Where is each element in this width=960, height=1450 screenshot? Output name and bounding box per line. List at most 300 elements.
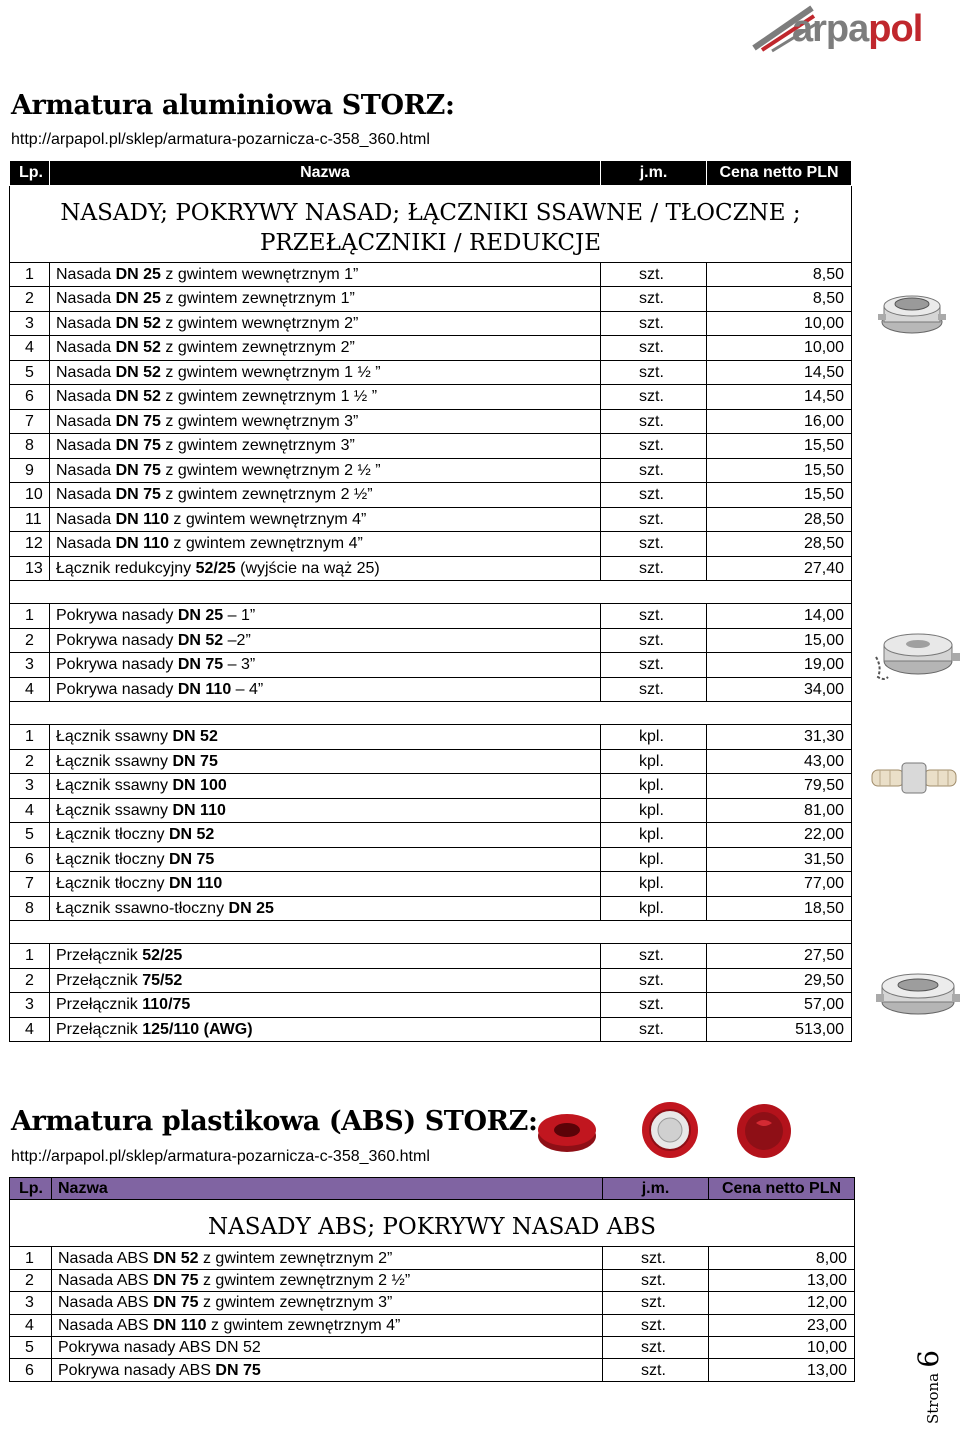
row-name-text: Nasada ABS: [58, 1294, 154, 1312]
row-name-text: Łącznik tłoczny: [56, 850, 169, 868]
row-name-bold: DN 75: [115, 486, 161, 504]
row-name: [50, 749, 601, 774]
row-name: [50, 1017, 601, 1042]
row-price: 18,50: [707, 896, 852, 921]
row-price: 31,50: [707, 847, 852, 872]
row-name-text: Nasada: [56, 290, 116, 308]
row-name-text: Przełącznik: [56, 996, 143, 1014]
row-name-text: Łącznik ssawny: [56, 777, 173, 795]
row-name-text: Łącznik ssawno-tłoczny: [56, 899, 229, 917]
row-name: [50, 262, 601, 287]
row-name: [50, 653, 601, 678]
row-name: [50, 458, 601, 483]
row-name-bold: DN 25: [115, 290, 161, 308]
row-lp: 4: [10, 336, 50, 361]
row-name-text: Nasada ABS: [58, 1316, 154, 1334]
table-row: [10, 434, 852, 459]
row-price: 19,00: [707, 653, 852, 678]
row-name: [52, 1314, 603, 1336]
row-name-bold: DN 110: [115, 535, 169, 553]
row-name-suffix: z gwintem zewnętrznym 3”: [160, 437, 355, 455]
row-lp: 7: [10, 872, 50, 897]
header-lp: Lp.: [10, 161, 50, 186]
table-row: [10, 725, 852, 750]
row-name: [50, 872, 601, 897]
abs-nasada-front-photo-icon: [640, 1100, 700, 1160]
row-lp: 13: [10, 556, 50, 581]
row-name-text: Pokrywa nasady: [56, 680, 178, 698]
spacer-row: [10, 581, 852, 604]
row-price: 15,50: [707, 458, 852, 483]
row-name-suffix: z gwintem zewnętrznym 2”: [198, 1249, 393, 1267]
row-price: 23,00: [709, 1314, 855, 1336]
table-row: [10, 1292, 855, 1314]
header-unit: j.m.: [603, 1178, 709, 1200]
price-table-abs: [9, 1177, 855, 1382]
row-unit: szt.: [601, 385, 707, 410]
row-name-suffix: z gwintem wewnętrznym 2”: [160, 314, 359, 332]
table-row: [10, 944, 852, 969]
row-unit: szt.: [601, 507, 707, 532]
header-price: Cena netto PLN: [707, 161, 852, 186]
row-lp: 6: [10, 385, 50, 410]
spacer-cell: [10, 921, 852, 944]
table-row: [10, 360, 852, 385]
row-name-text: Pokrywa nasady ABS DN 52: [58, 1339, 261, 1357]
row-name: [50, 993, 601, 1018]
row-name-bold: DN 100: [172, 777, 227, 795]
row-name-bold: DN 52: [115, 339, 161, 357]
row-lp: 1: [10, 725, 50, 750]
row-unit: szt.: [601, 677, 707, 702]
row-price: 34,00: [707, 677, 852, 702]
row-price: 8,00: [709, 1247, 855, 1269]
row-name-bold: DN 75: [153, 1294, 199, 1312]
row-name-text: Łącznik ssawny: [56, 801, 173, 819]
row-name-bold: 125/110 (AWG): [142, 1020, 253, 1038]
row-unit: szt.: [601, 458, 707, 483]
row-price: 13,00: [709, 1359, 855, 1381]
group-title: NASADY ABS; POKRYWY NASAD ABS: [10, 1200, 855, 1247]
row-name-bold: DN 52: [115, 363, 161, 381]
row-name: [50, 798, 601, 823]
row-name: [52, 1336, 603, 1358]
row-price: 57,00: [707, 993, 852, 1018]
table-row: [10, 798, 852, 823]
row-lp: 2: [10, 1269, 52, 1291]
section-title-abs: Armatura plastikowa (ABS) STORZ:: [11, 1106, 538, 1137]
row-name: [50, 628, 601, 653]
row-lp: 5: [10, 823, 50, 848]
page-number: Strona 6: [912, 1349, 945, 1424]
row-name-bold: DN 25: [115, 265, 161, 283]
row-name-bold: DN 25: [228, 899, 274, 917]
row-unit: szt.: [603, 1336, 709, 1358]
row-price: 77,00: [707, 872, 852, 897]
table-row: [10, 677, 852, 702]
table-row: [10, 262, 852, 287]
row-name-text: Przełącznik: [56, 947, 143, 965]
row-name-text: Łącznik ssawny: [56, 752, 173, 770]
table-row: [10, 1269, 855, 1291]
row-unit: szt.: [601, 311, 707, 336]
row-name-text: Nasada: [56, 339, 116, 357]
row-name: [50, 385, 601, 410]
row-unit: szt.: [601, 653, 707, 678]
header-unit: j.m.: [601, 161, 707, 186]
row-name: [50, 725, 601, 750]
row-lp: 4: [10, 1017, 50, 1042]
row-lp: 9: [10, 458, 50, 483]
table-row: [10, 532, 852, 557]
row-name-suffix: z gwintem wewnętrznym 2 ½ ”: [160, 461, 381, 479]
row-name-bold: DN 52: [153, 1249, 199, 1267]
row-price: 15,50: [707, 483, 852, 508]
row-name-bold: 52/25: [142, 947, 183, 965]
row-price: 13,00: [709, 1269, 855, 1291]
row-unit: szt.: [603, 1359, 709, 1381]
row-lp: 3: [10, 774, 50, 799]
row-price: 10,00: [709, 1336, 855, 1358]
row-price: 10,00: [707, 311, 852, 336]
row-name-suffix: z gwintem zewnętrznym 1”: [160, 290, 355, 308]
row-price: 15,00: [707, 628, 852, 653]
row-price: 513,00: [707, 1017, 852, 1042]
row-name-text: Łącznik ssawny: [56, 728, 173, 746]
table-row: [10, 336, 852, 361]
row-name: [50, 434, 601, 459]
row-price: 12,00: [709, 1292, 855, 1314]
row-lp: 3: [10, 311, 50, 336]
row-lp: 8: [10, 896, 50, 921]
row-name-bold: DN 25: [177, 607, 224, 625]
row-lp: 4: [10, 798, 50, 823]
pokrywa-photo-icon: [872, 627, 960, 685]
row-unit: szt.: [601, 604, 707, 629]
brand-name: arpapol: [792, 8, 923, 50]
table-row: [10, 458, 852, 483]
table-row: [10, 896, 852, 921]
row-name: [50, 483, 601, 508]
row-unit: szt.: [601, 262, 707, 287]
row-price: 16,00: [707, 409, 852, 434]
row-name-text: Nasada: [56, 388, 116, 406]
row-lp: 3: [10, 1292, 52, 1314]
table-row: [10, 872, 852, 897]
row-name-text: Pokrywa nasady: [56, 656, 178, 674]
row-name-suffix: –2”: [223, 631, 251, 649]
row-unit: szt.: [601, 968, 707, 993]
row-name: [52, 1292, 603, 1314]
row-name: [50, 507, 601, 532]
row-name: [52, 1359, 603, 1381]
abs-pokrywa-photo-icon: [734, 1103, 794, 1159]
row-name-suffix: z gwintem zewnętrznym 1 ½ ”: [160, 388, 378, 406]
table-row: [10, 749, 852, 774]
row-lp: 3: [10, 993, 50, 1018]
table-row: [10, 507, 852, 532]
row-name-text: Łącznik tłoczny: [56, 826, 169, 844]
row-lp: 1: [10, 1247, 52, 1269]
row-price: 27,40: [707, 556, 852, 581]
row-name-suffix: z gwintem zewnętrznym 4”: [168, 535, 363, 553]
table-row: [10, 385, 852, 410]
group-title: NASADY; POKRYWY NASAD; ŁĄCZNIKI SSAWNE / TŁOCZNE ; PRZEŁĄCZNIKI / REDUKCJE: [10, 185, 852, 262]
row-name: [50, 677, 601, 702]
row-unit: szt.: [603, 1269, 709, 1291]
row-unit: szt.: [601, 287, 707, 312]
table-header: [10, 161, 852, 186]
price-table-aluminium: [9, 160, 852, 1042]
row-name: [50, 360, 601, 385]
row-name-bold: DN 110: [115, 510, 169, 528]
row-unit: szt.: [601, 556, 707, 581]
row-lp: 1: [10, 262, 50, 287]
row-lp: 2: [10, 749, 50, 774]
row-price: 28,50: [707, 532, 852, 557]
row-lp: 6: [10, 847, 50, 872]
row-price: 27,50: [707, 944, 852, 969]
table-row: [10, 628, 852, 653]
row-name-text: Nasada ABS: [58, 1271, 154, 1289]
table-row: [10, 287, 852, 312]
section-title-aluminium: Armatura aluminiowa STORZ:: [11, 90, 455, 121]
row-name: [50, 823, 601, 848]
row-lp: 12: [10, 532, 50, 557]
row-name: [50, 409, 601, 434]
row-name-bold: DN 52: [177, 631, 224, 649]
row-name: [50, 556, 601, 581]
row-name-bold: DN 75: [168, 850, 215, 868]
row-unit: kpl.: [601, 896, 707, 921]
row-name: [50, 774, 601, 799]
row-name-suffix: z gwintem zewnętrznym 2 ½”: [198, 1271, 411, 1289]
table-row: [10, 968, 852, 993]
row-name-bold: 75/52: [142, 971, 183, 989]
header-lp: Lp.: [10, 1178, 52, 1200]
row-price: 31,30: [707, 725, 852, 750]
row-price: 14,50: [707, 360, 852, 385]
table-row: [10, 409, 852, 434]
row-name-bold: DN 75: [172, 752, 218, 770]
row-lp: 5: [10, 360, 50, 385]
row-unit: kpl.: [601, 725, 707, 750]
table-row: [10, 993, 852, 1018]
row-price: 15,50: [707, 434, 852, 459]
row-name-bold: DN 52: [172, 728, 218, 746]
row-name: [50, 896, 601, 921]
header-price: Cena netto PLN: [709, 1178, 855, 1200]
row-unit: szt.: [601, 360, 707, 385]
row-lp: 6: [10, 1359, 52, 1381]
spacer-row: [10, 702, 852, 725]
abs-nasada-photo-icon: [536, 1106, 598, 1156]
row-price: 10,00: [707, 336, 852, 361]
row-name-bold: DN 110: [177, 680, 232, 698]
row-name-suffix: z gwintem wewnętrznym 3”: [160, 412, 359, 430]
row-unit: szt.: [601, 993, 707, 1018]
row-name: [50, 944, 601, 969]
row-name-text: Nasada: [56, 535, 116, 553]
row-name: [52, 1269, 603, 1291]
row-name-bold: DN 110: [172, 801, 226, 819]
row-lp: 2: [10, 968, 50, 993]
row-name: [52, 1247, 603, 1269]
row-name: [50, 287, 601, 312]
row-name-suffix: – 3”: [223, 656, 256, 674]
table-row: [10, 774, 852, 799]
row-unit: kpl.: [601, 847, 707, 872]
spacer-cell: [10, 702, 852, 725]
row-lp: 7: [10, 409, 50, 434]
table-row: [10, 483, 852, 508]
row-name: [50, 968, 601, 993]
row-price: 81,00: [707, 798, 852, 823]
row-unit: szt.: [601, 944, 707, 969]
group-title-row: [10, 1200, 855, 1247]
row-name-suffix: z gwintem wewnętrznym 4”: [168, 510, 367, 528]
row-name-suffix: z gwintem wewnętrznym 1 ½ ”: [160, 363, 381, 381]
row-unit: szt.: [601, 483, 707, 508]
row-unit: kpl.: [601, 823, 707, 848]
row-price: 14,00: [707, 604, 852, 629]
row-unit: szt.: [603, 1314, 709, 1336]
row-unit: szt.: [601, 628, 707, 653]
table-header: [10, 1178, 855, 1200]
spacer-cell: [10, 581, 852, 604]
row-name: [50, 847, 601, 872]
row-name-text: Przełącznik: [56, 971, 143, 989]
row-name: [50, 336, 601, 361]
row-name: [50, 532, 601, 557]
row-name-text: Pokrywa nasady ABS: [58, 1361, 216, 1379]
table-row: [10, 653, 852, 678]
section-url-abs[interactable]: http://arpapol.pl/sklep/armatura-pozarnicza-c-358_360.html: [11, 1148, 430, 1165]
row-name-text: Pokrywa nasady: [56, 631, 178, 649]
row-price: 28,50: [707, 507, 852, 532]
row-unit: szt.: [601, 409, 707, 434]
row-lp: 2: [10, 628, 50, 653]
row-name-bold: DN 52: [115, 388, 161, 406]
row-name-text: Nasada: [56, 265, 116, 283]
row-name-bold: DN 75: [115, 437, 161, 455]
row-name: [50, 311, 601, 336]
row-name-text: Nasada ABS: [58, 1249, 154, 1267]
row-unit: szt.: [601, 532, 707, 557]
row-unit: szt.: [601, 1017, 707, 1042]
row-unit: szt.: [601, 336, 707, 361]
row-lp: 3: [10, 653, 50, 678]
row-name-text: Łącznik redukcyjny: [56, 559, 196, 577]
row-name-suffix: z gwintem zewnętrznym 2”: [160, 339, 355, 357]
table-row: [10, 1336, 855, 1358]
row-lp: 5: [10, 1336, 52, 1358]
row-name-suffix: (wyjście na wąż 25): [235, 559, 380, 577]
row-unit: kpl.: [601, 749, 707, 774]
row-unit: szt.: [603, 1247, 709, 1269]
section-url-aluminium[interactable]: http://arpapol.pl/sklep/armatura-pozarnicza-c-358_360.html: [11, 131, 430, 148]
row-name-bold: DN 110: [153, 1316, 207, 1334]
przelacznik-photo-icon: [876, 966, 960, 1020]
row-name-text: Nasada: [56, 461, 116, 479]
row-name-suffix: – 1”: [223, 607, 256, 625]
row-name-bold: 110/75: [142, 996, 191, 1014]
row-price: 14,50: [707, 385, 852, 410]
table-row: [10, 556, 852, 581]
row-price: 79,50: [707, 774, 852, 799]
row-lp: 11: [10, 507, 50, 532]
row-lp: 1: [10, 944, 50, 969]
row-name-bold: DN 110: [168, 875, 223, 893]
table-row: [10, 847, 852, 872]
table-row: [10, 823, 852, 848]
row-lp: 4: [10, 677, 50, 702]
row-name-text: Pokrywa nasady: [56, 607, 178, 625]
table-row: [10, 1247, 855, 1269]
row-name-suffix: – 4”: [231, 680, 264, 698]
row-name-text: Nasada: [56, 510, 116, 528]
row-name-suffix: z gwintem zewnętrznym 4”: [206, 1316, 401, 1334]
group-title-row: [10, 185, 852, 262]
row-name-text: Nasada: [56, 437, 116, 455]
row-name-text: Łącznik tłoczny: [56, 875, 169, 893]
row-unit: kpl.: [601, 798, 707, 823]
table-row: [10, 1017, 852, 1042]
header-name: Nazwa: [52, 1178, 603, 1200]
row-price: 29,50: [707, 968, 852, 993]
row-name-text: Nasada: [56, 486, 116, 504]
table-row: [10, 1359, 855, 1381]
row-name-text: Nasada: [56, 314, 116, 332]
row-unit: kpl.: [601, 872, 707, 897]
row-name-bold: DN 75: [115, 412, 161, 430]
header-name: Nazwa: [50, 161, 601, 186]
row-name-bold: 52/25: [195, 559, 236, 577]
row-name-suffix: z gwintem zewnętrznym 2 ½”: [160, 486, 373, 504]
row-lp: 10: [10, 483, 50, 508]
row-lp: 2: [10, 287, 50, 312]
row-unit: szt.: [603, 1292, 709, 1314]
lacznik-photo-icon: [870, 760, 958, 796]
row-lp: 1: [10, 604, 50, 629]
row-name-bold: DN 75: [115, 461, 161, 479]
row-name-bold: DN 75: [215, 1361, 261, 1379]
row-name-text: Nasada: [56, 412, 116, 430]
row-name-text: Nasada: [56, 363, 116, 381]
row-unit: kpl.: [601, 774, 707, 799]
table-row: [10, 604, 852, 629]
row-name-bold: DN 75: [153, 1271, 199, 1289]
nasada-photo-icon: [878, 288, 946, 338]
row-name-text: Przełącznik: [56, 1020, 143, 1038]
row-unit: szt.: [601, 434, 707, 459]
row-name: [50, 604, 601, 629]
row-name-bold: DN 52: [115, 314, 161, 332]
row-price: 8,50: [707, 287, 852, 312]
row-price: 8,50: [707, 262, 852, 287]
table-row: [10, 1314, 855, 1336]
row-lp: 8: [10, 434, 50, 459]
row-name-bold: DN 52: [168, 826, 215, 844]
row-price: 22,00: [707, 823, 852, 848]
spacer-row: [10, 921, 852, 944]
row-lp: 4: [10, 1314, 52, 1336]
row-name-suffix: z gwintem zewnętrznym 3”: [198, 1294, 393, 1312]
row-price: 43,00: [707, 749, 852, 774]
row-name-suffix: z gwintem wewnętrznym 1”: [160, 265, 359, 283]
table-row: [10, 311, 852, 336]
row-name-bold: DN 75: [177, 656, 224, 674]
